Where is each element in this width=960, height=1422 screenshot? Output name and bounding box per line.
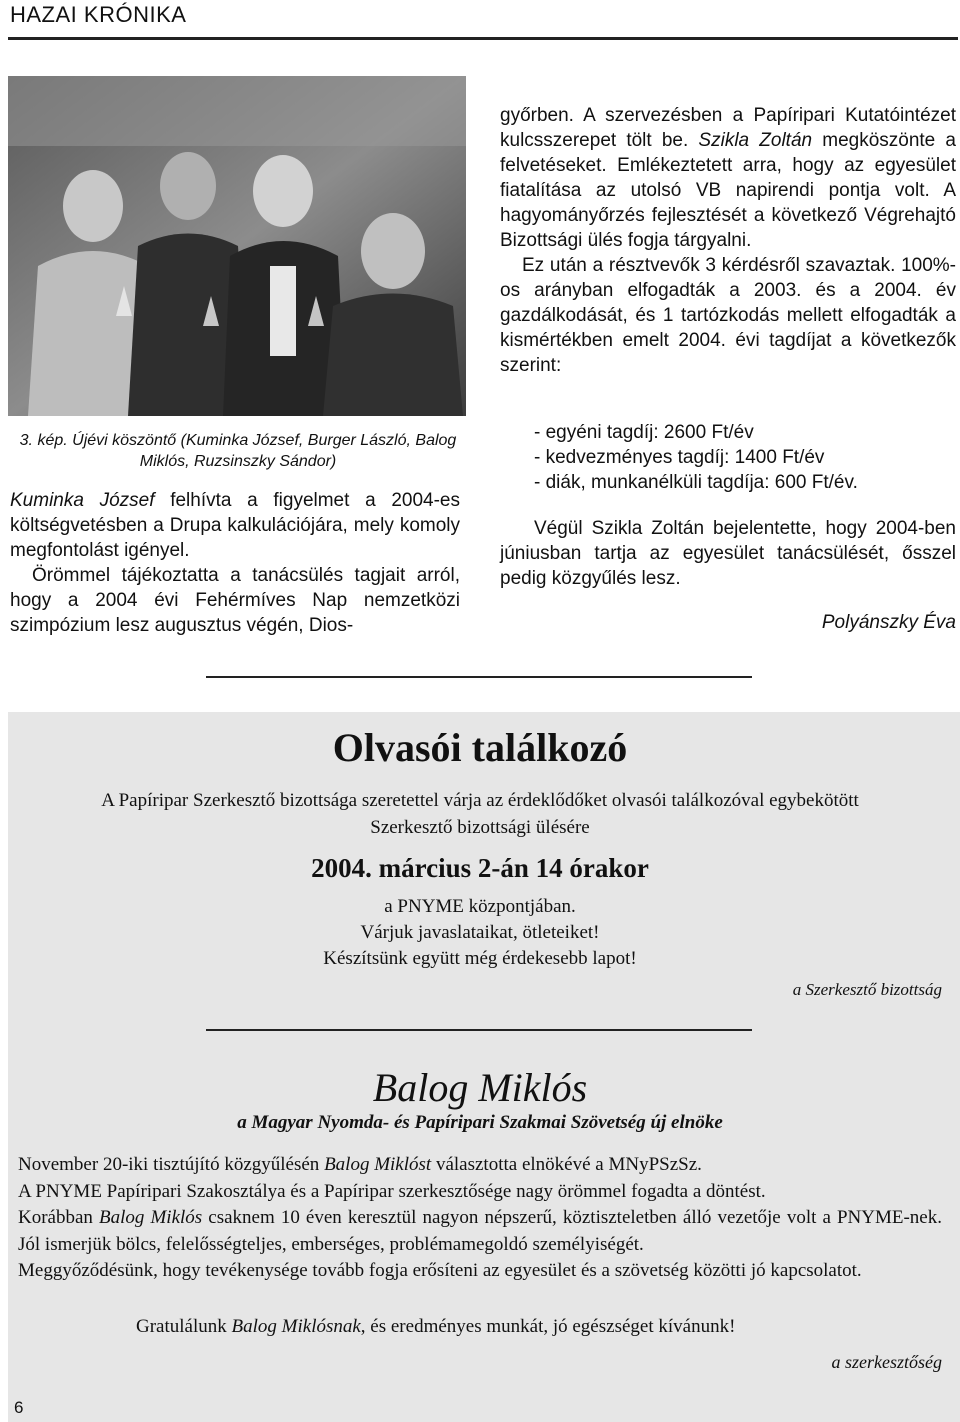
- editorial-signature: a szerkesztőség: [831, 1352, 942, 1372]
- person-name: Kuminka József: [10, 490, 155, 511]
- committee-signature: a Szerkesztő bizottság: [792, 980, 942, 999]
- right-paragraph-1: [500, 103, 956, 253]
- congratulation-line: [136, 1316, 735, 1338]
- fee-item: - diák, munkanélküli tagdíja: 600 Ft/év.: [534, 472, 858, 493]
- balog-title: Balog Miklós: [372, 1065, 588, 1110]
- photo-caption: [8, 430, 468, 472]
- meeting-wait-line: Várjuk javaslataikat, ötleteiket!: [360, 922, 600, 943]
- closing-paragraph: [500, 516, 956, 591]
- meeting-date: 2004. március 2-án 14 órakor: [311, 853, 649, 883]
- meeting-make-line: Készítsünk együtt még érdekesebb lapot!: [323, 948, 637, 969]
- balog-p1-b: választotta elnökévé a MNyPSzSz.: [431, 1154, 702, 1175]
- balog-p3-a: Korábban: [18, 1207, 99, 1228]
- balog-paragraph-2: A PNYME Papíripari Szakosztálya és a Papíripar szerkesztősége nagy örömmel fogadta a döntést.: [18, 1180, 766, 1202]
- left-paragraph-1: [10, 488, 460, 563]
- section-divider: [206, 676, 752, 678]
- congrats-a: Gratulálunk: [136, 1316, 232, 1337]
- balog-p1-a: November 20-iki tisztújító közgyűlésén: [18, 1154, 325, 1175]
- caption-text: Újévi köszöntő (Kuminka József, Burger László, Balog Miklós, Ruzsinszky Sándor): [72, 432, 457, 470]
- person-name: Balog Miklós: [99, 1207, 203, 1228]
- meeting-place: a PNYME központjában.: [384, 896, 576, 917]
- balog-body: [18, 1152, 942, 1285]
- right-column: [500, 103, 956, 378]
- left-column: [10, 488, 460, 638]
- fee-item: - kedvezményes tagdíj: 1400 Ft/év: [534, 447, 825, 468]
- fee-item: - egyéni tagdíj: 2600 Ft/év: [534, 422, 754, 443]
- right-paragraph-1-rest: megköszönte a felvetéseket. Emlékeztetett arra, hogy az egyesület fiatalítása az utolsó VB napirendi pontja volt. A hagyományőrzés fejlesztését a következő Végrehajtó Bizottsági ülés fogja tárgyalni.: [500, 130, 956, 251]
- balog-paragraph-3: [18, 1205, 942, 1258]
- balog-p3-b: csaknem 10 éven keresztül nagyon népszerű, köztiszteletben álló vezetője volt a PNYME-nek. Jól ismerjük bölcs, felelősségteljes, emberséges, problémamegoldó személyiségét.: [18, 1207, 942, 1255]
- person-name: Balog Miklósnak: [231, 1316, 361, 1337]
- section-title: HAZAI KRÓNIKA: [10, 2, 187, 27]
- balog-paragraph-4: Meggyőződésünk, hogy tevékenysége tovább fogja erősíteni az egyesület és a szövetség közötti jó kapcsolatot.: [18, 1260, 862, 1281]
- right-paragraph-2: Ez után a résztvevők 3 kérdésről szavaztak. 100%-os arányban elfogadták a 2003. és a 2004. év gazdálkodását, és 1 tartózkodás mellett elfogadták a kismértékben emelt 2004. évi tagdíjat a következők szerint:: [500, 255, 956, 376]
- meeting-title: Olvasói találkozó: [332, 725, 628, 770]
- congrats-b: , és eredményes munkát, jó egészséget kívánunk!: [360, 1316, 736, 1337]
- box-divider: [206, 1029, 752, 1031]
- closing-text: Végül Szikla Zoltán bejelentette, hogy 2004-ben júniusban tartja az egyesület tanácsülését, ősszel pedig közgyűlés lesz.: [500, 518, 956, 589]
- balog-paragraph-1: [18, 1152, 942, 1179]
- fee-list: [534, 420, 954, 495]
- group-photo-image: [8, 76, 466, 416]
- meeting-line-1: A Papíripar Szerkesztő bizottsága szeretettel várja az érdeklődőket olvasói találkozóval egybekötött: [101, 790, 859, 811]
- page-number: 6: [14, 1398, 24, 1417]
- header-divider: [8, 37, 958, 40]
- left-paragraph-2: Örömmel tájékoztatta a tanácsülés tagjait arról, hogy a 2004 évi Fehérmíves Nap nemzetközi szimpózium lesz augusztus végén, Dios-: [10, 565, 460, 636]
- left-paragraph-1-text: felhívta a figyelmet a 2004-es költségvetésben a Drupa kalkulációjára, mely komoly megfontolást igényel.: [10, 490, 460, 561]
- caption-lead: 3. kép.: [19, 432, 68, 449]
- balog-subtitle: a Magyar Nyomda- és Papíripari Szakmai Szövetség új elnöke: [237, 1112, 723, 1133]
- person-name: Balog Miklóst: [324, 1154, 432, 1175]
- right-paragraph-1-start: győrben. A szervezésben a Papíripari Kutatóintézet kulcsszerepet tölt be.: [500, 105, 956, 151]
- group-photo: [8, 76, 466, 416]
- author-signature: Polyánszky Éva: [821, 612, 956, 633]
- person-name: Szikla Zoltán: [698, 130, 813, 151]
- meeting-line-2: Szerkesztő bizottsági ülésére: [370, 817, 590, 838]
